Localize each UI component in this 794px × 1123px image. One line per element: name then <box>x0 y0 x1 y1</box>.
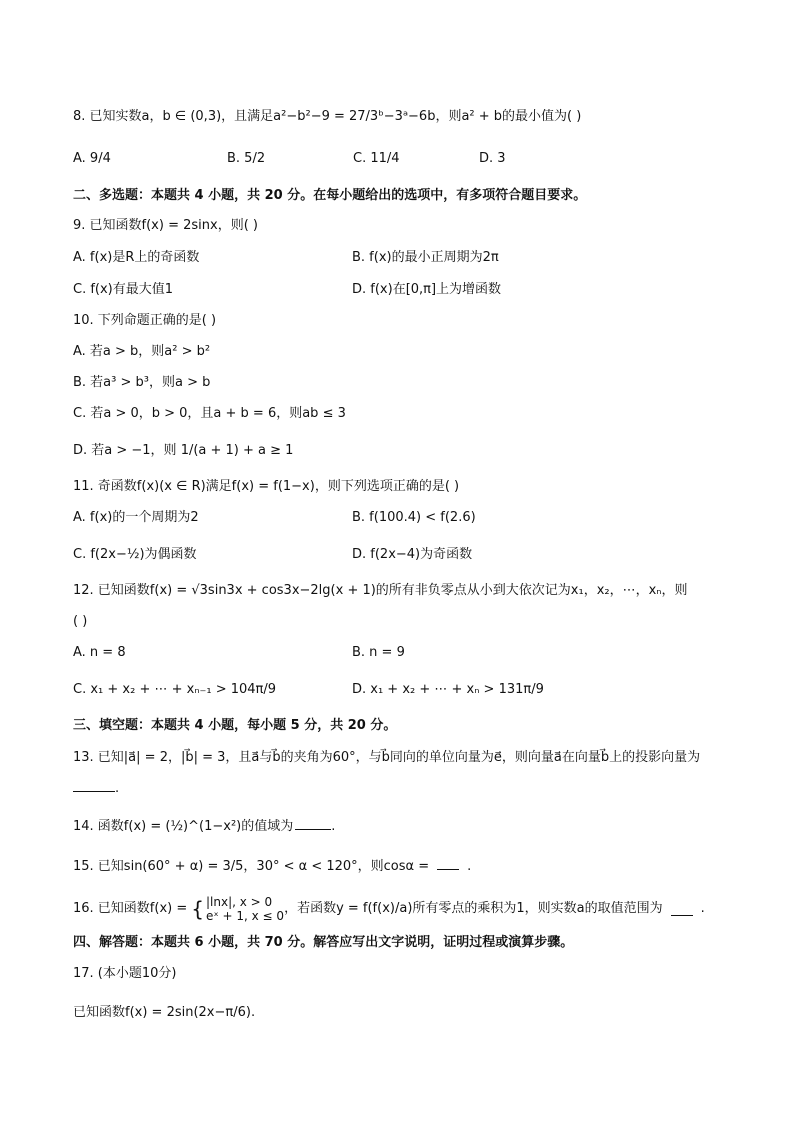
q8-option-d: D. 3 <box>479 151 506 166</box>
q11-option-b: B. f(100.4) < f(2.6) <box>352 510 476 525</box>
q9-option-c: C. f(x)有最大值1 <box>73 282 174 297</box>
section-4-heading: 四、解答题：本题共 6 小题，共 70 分。解答应写出文字说明，证明过程或演算步骤。 <box>73 935 574 950</box>
question-12-stem: 12. 已知函数f(x) = √3sin3x + cos3x−2lg(x + 1)的所有非负零点从小到大依次记为x₁，x₂，⋯，xₙ，则 <box>73 583 688 598</box>
question-17-label: 17. (本小题10分) <box>73 966 177 981</box>
q9-option-b: B. f(x)的最小正周期为2π <box>352 250 499 265</box>
q10-option-d: D. 若a > −1，则 1/(a + 1) + a ≥ 1 <box>73 443 294 458</box>
q11-option-a: A. f(x)的一个周期为2 <box>73 510 199 525</box>
q10-option-c: C. 若a > 0，b > 0，且a + b = 6，则ab ≤ 3 <box>73 406 346 421</box>
q13-answer-blank[interactable] <box>73 779 115 792</box>
q8-option-c: C. 11/4 <box>353 151 400 166</box>
q15-period: . <box>467 859 472 874</box>
q8-option-a: A. 9/4 <box>73 151 111 166</box>
piecewise-case-1: |lnx|, x > 0 <box>205 895 273 909</box>
q14-period: . <box>331 819 336 834</box>
question-17-stem: 已知函数f(x) = 2sin(2x−π/6). <box>73 1005 256 1020</box>
q16-period: . <box>700 901 705 916</box>
q12-option-d: D. x₁ + x₂ + ⋯ + xₙ > 131π/9 <box>352 682 544 697</box>
question-16-prefix: 16. 已知函数f(x) = <box>73 901 188 916</box>
q12-option-c: C. x₁ + x₂ + ⋯ + xₙ₋₁ > 104π/9 <box>73 682 277 697</box>
q9-option-d: D. f(x)在[0,π]上为增函数 <box>352 282 502 297</box>
q12-option-a: A. n = 8 <box>73 645 126 660</box>
question-9-stem: 9. 已知函数f(x) = 2sinx，则( ) <box>73 218 258 233</box>
q14-answer-blank[interactable] <box>295 817 331 830</box>
question-14-line <box>73 817 335 837</box>
question-12-stem-cont: ( ) <box>73 614 88 629</box>
q10-option-b: B. 若a³ > b³，则a > b <box>73 375 211 390</box>
question-16-line <box>73 895 705 923</box>
question-14-stem: 14. 函数f(x) = (½)^(1−x²)的值域为 <box>73 819 294 834</box>
question-15-line <box>73 857 471 877</box>
piecewise-brace: { <box>191 897 204 921</box>
question-15-stem: 15. 已知sin(60° + α) = 3/5，30° < α < 120°，则cosα = <box>73 859 430 874</box>
piecewise-case-2: eˣ + 1, x ≤ 0 <box>205 909 285 923</box>
q16-answer-blank[interactable] <box>671 903 693 916</box>
question-8-stem: 8. 已知实数a，b ∈ (0,3)，且满足a²−b²−9 = 27/3ᵇ−3ᵃ−6b，则a² + b的最小值为( ) <box>73 109 582 124</box>
q12-option-b: B. n = 9 <box>352 645 405 660</box>
q11-option-c: C. f(2x−½)为偶函数 <box>73 547 197 562</box>
q11-option-d: D. f(2x−4)为奇函数 <box>352 547 473 562</box>
question-10-stem: 10. 下列命题正确的是( ) <box>73 313 217 328</box>
q13-answer-line: . <box>73 779 119 799</box>
q15-answer-blank[interactable] <box>437 857 459 870</box>
section-2-heading: 二、多选题：本题共 4 小题，共 20 分。在每小题给出的选项中，有多项符合题目要求。 <box>73 188 587 203</box>
q8-option-b: B. 5/2 <box>227 151 266 166</box>
question-16-suffix: ，若函数y = f(f(x)/a)所有零点的乘积为1，则实数a的取值范围为 <box>284 901 663 916</box>
piecewise-cases <box>206 895 284 923</box>
section-3-heading: 三、填空题：本题共 4 小题，每小题 5 分，共 20 分。 <box>73 718 397 733</box>
q10-option-a: A. 若a > b，则a² > b² <box>73 344 211 359</box>
question-11-stem: 11. 奇函数f(x)(x ∈ R)满足f(x) = f(1−x)，则下列选项正确的是( ) <box>73 479 460 494</box>
q9-option-a: A. f(x)是R上的奇函数 <box>73 250 200 265</box>
question-13-stem: 13. 已知|a⃗| = 2，|b⃗| = 3，且a⃗与b⃗的夹角为60°，与b⃗同向的单位向量为e⃗，则向量a⃗在向量b⃗上的投影向量为 <box>73 750 701 765</box>
